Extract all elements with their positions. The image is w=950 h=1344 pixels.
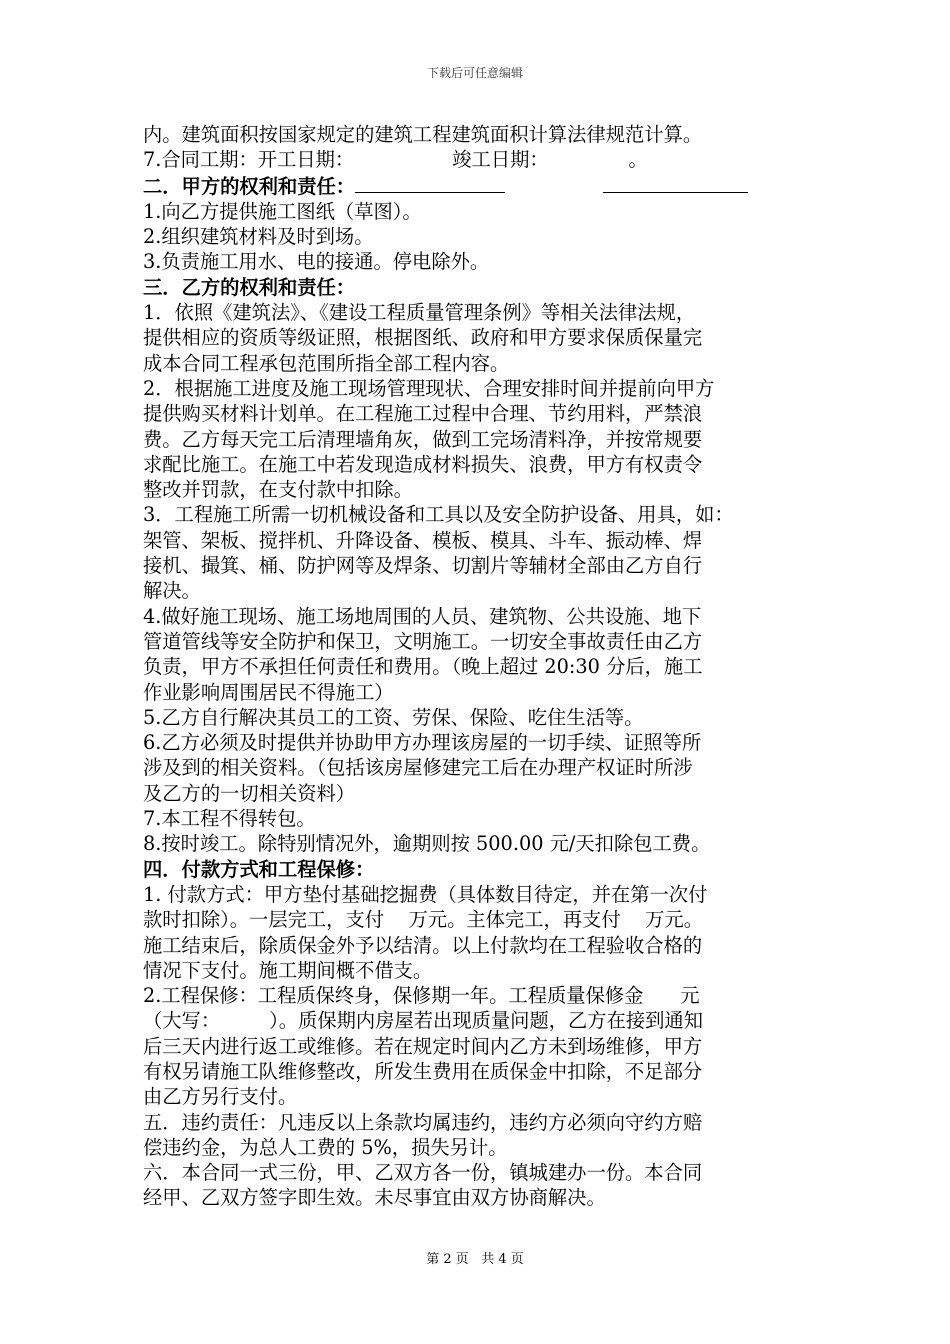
text-line: 解决。 [143,579,201,603]
text-line: 求配比施工。在施工中若发现造成材料损失、浪费，甲方有权责令 [143,452,703,476]
text-line: 及乙方的一切相关资料） [143,781,356,805]
text-line: 3.负责施工用水、电的接通。停电除外。 [143,250,490,274]
page-footer: 第 2 页 共 4 页 [426,1252,524,1267]
section-heading [143,173,823,199]
text-line: 后三天内进行返工或维修。若在规定时间内乙方未到场维修，甲方 [143,1034,703,1058]
page-header: 下载后可任意编辑 [426,66,523,80]
text-line: 2.组织建筑材料及时到场。 [143,225,374,249]
text-line: 五．违约责任：凡违反以上条款均属违约，违约方必须向守约方赔 [143,1110,703,1134]
section-heading: 四．付款方式和工程保修： [143,857,375,881]
document-body [143,122,823,1211]
text-line: 8.按时竣工。除特别情况外，逾期则按 500.00 元/天扣除包工费。 [143,832,711,856]
text-line: 4.做好施工现场、施工场地周围的人员、建筑物、公共设施、地下 [143,604,702,628]
text-line: 3．工程施工所需一切机械设备和工具以及安全防护设备、用具，如： [143,503,734,527]
text-line: 款时扣除）。一层完工，支付 万元。主体完工，再支付 万元。 [143,908,703,932]
text-line: 六．本合同一式三份，甲、乙双方各一份，镇城建办一份。本合同 [143,1161,703,1185]
underline-blank [603,173,748,193]
text-line: 提供相应的资质等级证照，根据图纸、政府和甲方要求保质保量完 [143,326,703,350]
text-line: 接机、撮箕、桶、防护网等及焊条、切割片等辅材全部由乙方自行 [143,554,703,578]
underline-blank [355,173,505,193]
text-line: 1．依照《建筑法》、《建设工程质量管理条例》等相关法律法规， [143,301,696,325]
text-line: 5.乙方自行解决其员工的工资、劳保、保险、吃住生活等。 [143,705,644,729]
text-line: 负责，甲方不承担任何责任和费用。（晚上超过 20:30 分后，施工 [143,655,703,679]
text-line: 2.工程保修：工程质保终身，保修期一年。工程质量保修金 元 [143,984,700,1008]
text-line: 涉及到的相关资料。（包括该房屋修建完工后在办理产权证时所涉 [143,756,693,780]
text-line: 1. 付款方式：甲方垫付基础挖掘费（具体数目待定，并在第一次付 [143,882,708,906]
text-line: 内。建筑面积按国家规定的建筑工程建筑面积计算法律规范计算。 [143,123,703,146]
text-line: 作业影响周围居民不得施工） [143,680,394,704]
text-line: 1.向乙方提供施工图纸（草图）。 [143,199,422,223]
text-line: 成本合同工程承包范围所指全部工程内容。 [143,351,510,375]
text-line: 由乙方另行支付。 [143,1085,298,1109]
text-line: 7.本工程不得转包。 [143,807,316,831]
section-heading: 三．乙方的权利和责任： [143,275,356,299]
text-line: 经甲、乙双方签字即生效。未尽事宜由双方协商解决。 [143,1186,606,1210]
text-line: 有权另请施工队维修整改，所发生费用在质保金中扣除，不足部分 [143,1059,703,1083]
text-line: 架管、架板、搅拌机、升降设备、模板、模具、斗车、振动棒、焊 [143,528,703,552]
text-line: 情况下支付。施工期间概不借支。 [143,958,433,982]
section-heading-text: 二．甲方的权利和责任： [143,174,356,198]
text-line: 7.合同工期：开工日期： 竣工日期： 。 [143,148,648,172]
text-line: 施工结束后，除质保金外予以结清。以上付款均在工程验收合格的 [143,933,703,957]
text-line: （大写： ）。质保期内房屋若出现质量问题，乙方在接到通知 [143,1009,703,1033]
text-line: 费。乙方每天完工后清理墙角灰，做到工完场清料净，并按常规要 [143,427,703,451]
text-line: 整改并罚款，在支付款中扣除。 [143,478,413,502]
text-line: 2．根据施工进度及施工现场管理现状、合理安排时间并提前向甲方 [143,376,715,400]
text-line: 提供购买材料计划单。在工程施工过程中合理、节约用料，严禁浪 [143,402,703,426]
text-line: 偿违约金，为总人工费的 5%，损失另计。 [143,1135,508,1159]
text-line: 6.乙方必须及时提供并协助甲方办理该房屋的一切手续、证照等所 [143,731,702,755]
text-line: 管道管线等安全防护和保卫，文明施工。一切安全事故责任由乙方 [143,629,703,653]
